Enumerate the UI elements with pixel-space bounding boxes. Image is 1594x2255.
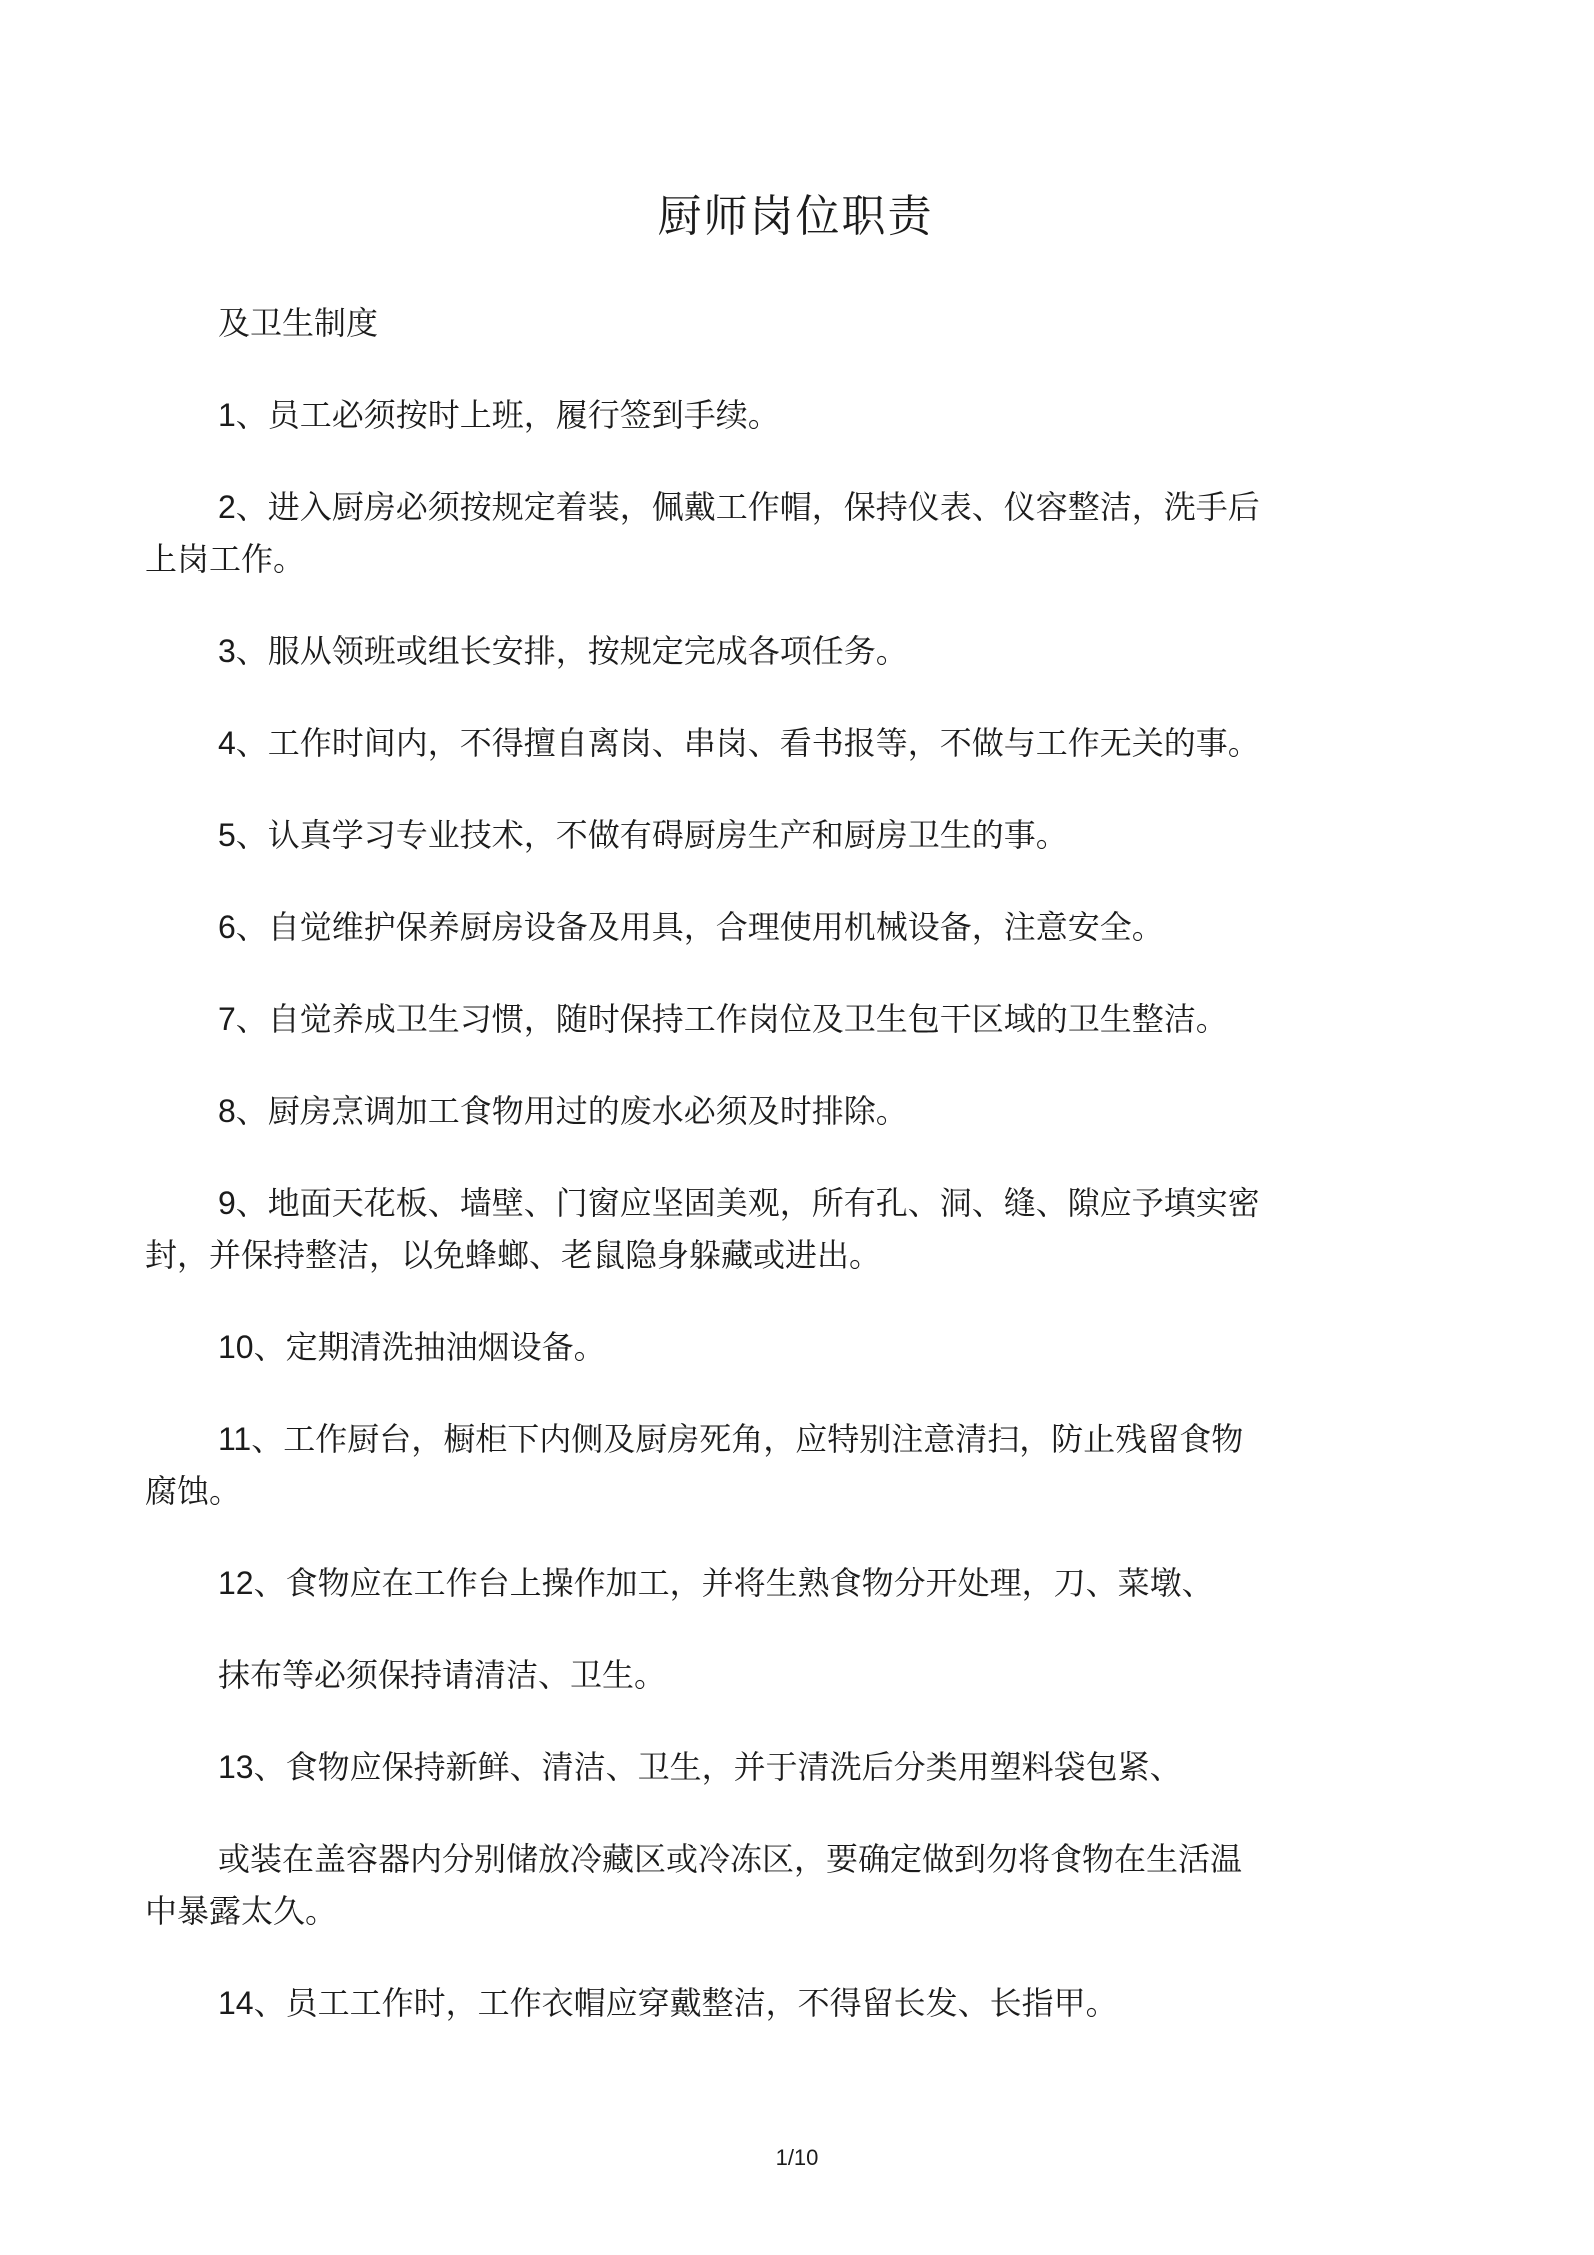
paragraph-first-line: 抹布等必须保持请清洁、卫生。 bbox=[218, 1657, 667, 1693]
paragraph bbox=[145, 297, 1446, 349]
paragraph bbox=[145, 1649, 1446, 1701]
paragraph-first-line: 2、进入厨房必须按规定着装，佩戴工作帽，保持仪表、仪容整洁，洗手后 bbox=[218, 489, 1260, 525]
paragraph bbox=[145, 1977, 1446, 2029]
paragraph-first-line: 8、厨房烹调加工食物用过的废水必须及时排除。 bbox=[218, 1093, 908, 1129]
paragraph bbox=[145, 901, 1446, 953]
paragraph-wrap-line: 封，并保持整洁，以免蜂螂、老鼠隐身躲藏或进出。 bbox=[145, 1237, 882, 1273]
paragraph-wrap-line: 腐蚀。 bbox=[145, 1473, 242, 1509]
document-title: 厨师岗位职责 bbox=[657, 192, 934, 241]
paragraph-first-line: 及卫生制度 bbox=[218, 305, 379, 341]
paragraph bbox=[145, 1833, 1446, 1937]
document-body bbox=[145, 297, 1446, 2029]
paragraph-first-line: 13、食物应保持新鲜、清洁、卫生，并于清洗后分类用塑料袋包紧、 bbox=[218, 1749, 1182, 1785]
paragraph bbox=[145, 1557, 1446, 1609]
paragraph-first-line: 9、地面天花板、墙壁、门窗应坚固美观，所有孔、洞、缝、隙应予填实密 bbox=[218, 1185, 1260, 1221]
paragraph-first-line: 11、工作厨台，橱柜下内侧及厨房死角，应特别注意清扫，防止残留食物 bbox=[218, 1421, 1244, 1457]
paragraph bbox=[145, 717, 1446, 769]
paragraph-first-line: 1、员工必须按时上班，履行签到手续。 bbox=[218, 397, 780, 433]
paragraph-first-line: 14、员工工作时，工作衣帽应穿戴整洁，不得留长发、长指甲。 bbox=[218, 1985, 1118, 2021]
paragraph-first-line: 3、服从领班或组长安排，按规定完成各项任务。 bbox=[218, 633, 908, 669]
paragraph bbox=[145, 1413, 1446, 1517]
paragraph-first-line: 或装在盖容器内分别储放冷藏区或冷冻区，要确定做到勿将食物在生活温 bbox=[218, 1841, 1243, 1877]
paragraph-wrap-line: 上岗工作。 bbox=[145, 541, 306, 577]
paragraph bbox=[145, 389, 1446, 441]
paragraph-first-line: 7、自觉养成卫生习惯，随时保持工作岗位及卫生包干区域的卫生整洁。 bbox=[218, 1001, 1228, 1037]
page-number: 1/10 bbox=[775, 2145, 819, 2170]
paragraph-first-line: 6、自觉维护保养厨房设备及用具，合理使用机械设备，注意安全。 bbox=[218, 909, 1164, 945]
paragraph-first-line: 4、工作时间内，不得擅自离岗、串岗、看书报等，不做与工作无关的事。 bbox=[218, 725, 1260, 761]
paragraph bbox=[145, 809, 1446, 861]
paragraph bbox=[145, 1177, 1446, 1281]
paragraph-wrap-line: 中暴露太久。 bbox=[145, 1893, 338, 1929]
paragraph-first-line: 10、定期清洗抽油烟设备。 bbox=[218, 1329, 606, 1365]
paragraph bbox=[145, 993, 1446, 1045]
paragraph-first-line: 5、认真学习专业技术，不做有碍厨房生产和厨房卫生的事。 bbox=[218, 817, 1068, 853]
paragraph bbox=[145, 481, 1446, 585]
paragraph-first-line: 12、食物应在工作台上操作加工，并将生熟食物分开处理，刀、菜墩、 bbox=[218, 1565, 1214, 1601]
paragraph bbox=[145, 1741, 1446, 1793]
paragraph bbox=[145, 625, 1446, 677]
paragraph bbox=[145, 1321, 1446, 1373]
paragraph bbox=[145, 1085, 1446, 1137]
